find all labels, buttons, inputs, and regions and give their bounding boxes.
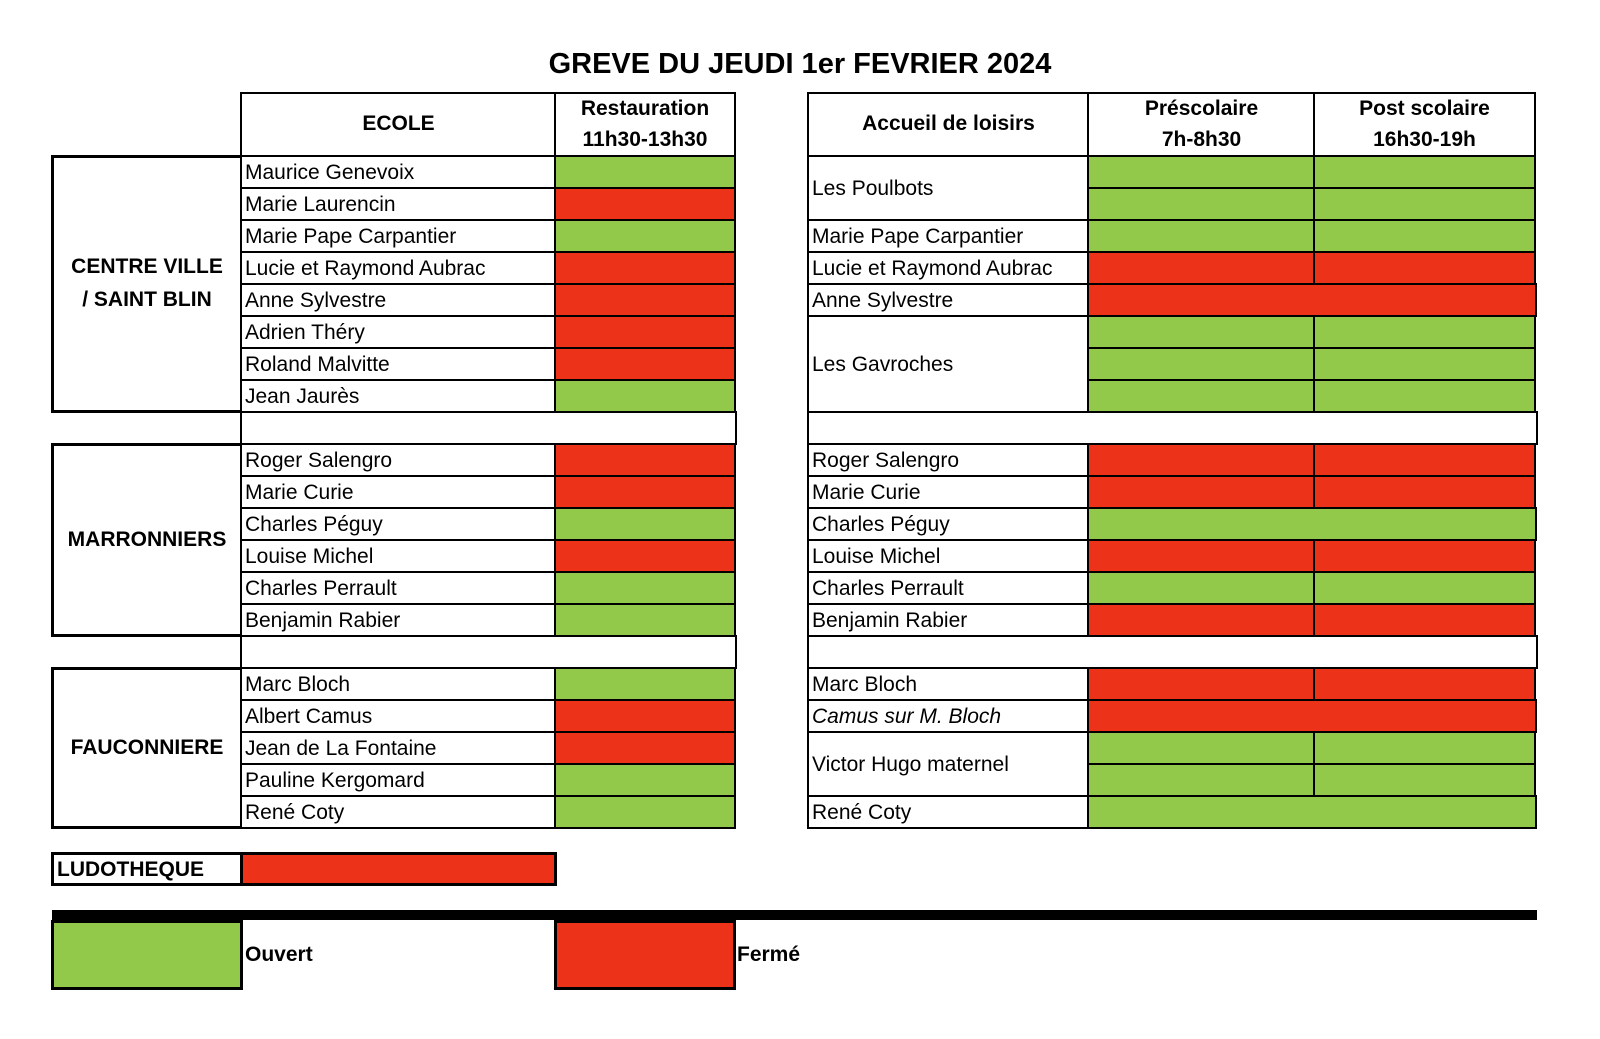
school-cell — [240, 187, 557, 221]
prescolaire-header-label-line: 7h-8h30 — [1161, 127, 1242, 151]
restauration-status — [554, 315, 736, 349]
prescolaire-status — [1087, 667, 1316, 701]
merged-status — [1087, 795, 1537, 829]
center-name: Marie Curie — [812, 480, 921, 504]
postscolaire-status — [1313, 219, 1536, 253]
group-cell — [51, 667, 243, 829]
school-name: Pauline Kergomard — [245, 768, 425, 792]
postscolaire-status — [1313, 251, 1536, 285]
restauration-status — [554, 699, 736, 733]
center-cell — [807, 539, 1090, 573]
school-name: Marie Pape Carpantier — [245, 224, 457, 248]
postscolaire-status — [1313, 155, 1536, 189]
restauration-header-label-line: Restauration — [580, 97, 710, 121]
ludotheque-status — [240, 852, 557, 886]
center-cell — [807, 507, 1090, 541]
center-name: Charles Péguy — [812, 512, 950, 536]
school-name: Albert Camus — [245, 704, 373, 728]
school-name: Charles Péguy — [245, 512, 383, 536]
prescolaire-status — [1087, 219, 1316, 253]
center-cell — [807, 795, 1090, 829]
postscolaire-status — [1313, 379, 1536, 413]
postscolaire-header-label-line: Post scolaire — [1359, 97, 1490, 121]
restauration-status — [554, 187, 736, 221]
spacer-row — [807, 411, 1538, 445]
group-cell — [51, 155, 243, 413]
school-name: Roger Salengro — [245, 448, 393, 472]
center-cell — [807, 443, 1090, 477]
school-cell — [240, 795, 557, 829]
postscolaire-status — [1313, 763, 1536, 797]
restauration-status — [554, 667, 736, 701]
restauration-status — [554, 731, 736, 765]
restauration-status — [554, 603, 736, 637]
prescolaire-status — [1087, 539, 1316, 573]
spacer-row — [240, 411, 737, 445]
center-name: Marc Bloch — [812, 672, 918, 696]
school-cell — [240, 315, 557, 349]
school-name: Marc Bloch — [245, 672, 351, 696]
restauration-header-label — [581, 94, 709, 155]
school-name: Benjamin Rabier — [245, 608, 401, 632]
group-name — [71, 251, 223, 316]
center-cell — [807, 667, 1090, 701]
school-cell — [240, 443, 557, 477]
group-name-line: CENTRE VILLE — [71, 255, 223, 279]
prescolaire-status — [1087, 155, 1316, 189]
prescolaire-status — [1087, 731, 1316, 765]
center-cell — [807, 251, 1090, 285]
school-cell — [240, 155, 557, 189]
center-name: Les Gavroches — [812, 352, 954, 376]
center-cell — [807, 699, 1090, 733]
restauration-status — [554, 283, 736, 317]
center-header-label: Accueil de loisirs — [862, 112, 1035, 136]
group-name-line: / SAINT BLIN — [82, 288, 212, 311]
prescolaire-header — [1087, 92, 1316, 157]
school-cell — [240, 603, 557, 637]
postscolaire-header-label — [1359, 94, 1490, 155]
postscolaire-status — [1313, 347, 1536, 381]
restauration-status — [554, 795, 736, 829]
group-name — [68, 524, 227, 557]
prescolaire-status — [1087, 443, 1316, 477]
center-cell — [807, 731, 1090, 797]
group-name-line: FAUCONNIERE — [70, 735, 224, 759]
restauration-status — [554, 251, 736, 285]
center-name: Anne Sylvestre — [812, 288, 954, 312]
prescolaire-header-label — [1145, 94, 1258, 155]
center-name: Roger Salengro — [812, 448, 960, 472]
postscolaire-status — [1313, 539, 1536, 573]
legend-closed-swatch — [554, 920, 736, 990]
center-cell — [807, 603, 1090, 637]
school-cell — [240, 283, 557, 317]
postscolaire-header-label-line: 16h30-19h — [1373, 127, 1476, 151]
postscolaire-status — [1313, 731, 1536, 765]
postscolaire-status — [1313, 571, 1536, 605]
school-cell — [240, 699, 557, 733]
postscolaire-header — [1313, 92, 1536, 157]
group-cell — [51, 443, 243, 637]
center-name: Camus sur M. Bloch — [812, 704, 1002, 728]
school-name: Marie Curie — [245, 480, 354, 504]
spacer-row — [240, 635, 737, 669]
restauration-status — [554, 763, 736, 797]
legend-open-label: Ouvert — [245, 943, 313, 966]
restauration-header — [554, 92, 736, 157]
prescolaire-status — [1087, 571, 1316, 605]
prescolaire-status — [1087, 315, 1316, 349]
school-cell — [240, 347, 557, 381]
restauration-status — [554, 571, 736, 605]
center-name: Marie Pape Carpantier — [812, 224, 1024, 248]
prescolaire-status — [1087, 347, 1316, 381]
center-name: Les Poulbots — [812, 176, 934, 200]
school-cell — [240, 379, 557, 413]
center-cell — [807, 219, 1090, 253]
school-name: Roland Malvitte — [245, 352, 390, 376]
center-name: Victor Hugo maternel — [812, 752, 1009, 776]
postscolaire-status — [1313, 667, 1536, 701]
center-name: Charles Perrault — [812, 576, 964, 600]
school-name: Maurice Genevoix — [245, 160, 415, 184]
school-name: Charles Perrault — [245, 576, 397, 600]
prescolaire-header-label-line: Préscolaire — [1144, 97, 1259, 121]
legend-open-swatch — [51, 920, 243, 990]
center-header — [807, 92, 1090, 157]
restauration-header-label-line: 11h30-13h30 — [582, 127, 708, 151]
center-cell — [807, 315, 1090, 413]
center-cell — [807, 283, 1090, 317]
prescolaire-status — [1087, 603, 1316, 637]
restauration-status — [554, 155, 736, 189]
school-cell — [240, 763, 557, 797]
restauration-status — [554, 347, 736, 381]
school-name: Jean de La Fontaine — [245, 736, 437, 760]
school-name: Anne Sylvestre — [245, 288, 387, 312]
restauration-status — [554, 507, 736, 541]
school-cell — [240, 571, 557, 605]
school-cell — [240, 539, 557, 573]
school-name: Marie Laurencin — [245, 192, 396, 216]
restauration-status — [554, 379, 736, 413]
legend-divider — [52, 910, 1537, 920]
prescolaire-status — [1087, 187, 1316, 221]
school-name: Adrien Théry — [245, 320, 365, 344]
school-name: Jean Jaurès — [245, 384, 360, 408]
center-name: René Coty — [812, 800, 912, 824]
school-name: Lucie et Raymond Aubrac — [245, 256, 486, 280]
center-name: Louise Michel — [812, 544, 941, 568]
center-name: Benjamin Rabier — [812, 608, 968, 632]
postscolaire-status — [1313, 315, 1536, 349]
page-title: GREVE DU JEUDI 1er FEVRIER 2024 — [548, 48, 1052, 80]
prescolaire-status — [1087, 251, 1316, 285]
school-name: Louise Michel — [245, 544, 374, 568]
spacer-row — [807, 635, 1538, 669]
school-cell — [240, 667, 557, 701]
legend-closed-label: Fermé — [737, 943, 801, 966]
center-cell — [807, 475, 1090, 509]
prescolaire-status — [1087, 763, 1316, 797]
restauration-status — [554, 219, 736, 253]
merged-status — [1087, 283, 1537, 317]
restauration-status — [554, 475, 736, 509]
postscolaire-status — [1313, 603, 1536, 637]
school-header — [240, 92, 557, 157]
school-header-label: ECOLE — [362, 112, 435, 136]
center-name: Lucie et Raymond Aubrac — [812, 256, 1053, 280]
merged-status — [1087, 507, 1537, 541]
restauration-status — [554, 539, 736, 573]
school-name: René Coty — [245, 800, 345, 824]
restauration-status — [554, 443, 736, 477]
group-name-line: MARRONNIERS — [67, 527, 227, 551]
group-name — [71, 732, 224, 765]
school-cell — [240, 731, 557, 765]
school-cell — [240, 475, 557, 509]
prescolaire-status — [1087, 475, 1316, 509]
ludotheque-label: LUDOTHEQUE — [57, 857, 204, 881]
school-cell — [240, 251, 557, 285]
center-cell — [807, 155, 1090, 221]
postscolaire-status — [1313, 187, 1536, 221]
center-cell — [807, 571, 1090, 605]
postscolaire-status — [1313, 443, 1536, 477]
postscolaire-status — [1313, 475, 1536, 509]
school-cell — [240, 507, 557, 541]
prescolaire-status — [1087, 379, 1316, 413]
school-cell — [240, 219, 557, 253]
ludotheque-label-cell — [51, 852, 243, 886]
merged-status — [1087, 699, 1537, 733]
